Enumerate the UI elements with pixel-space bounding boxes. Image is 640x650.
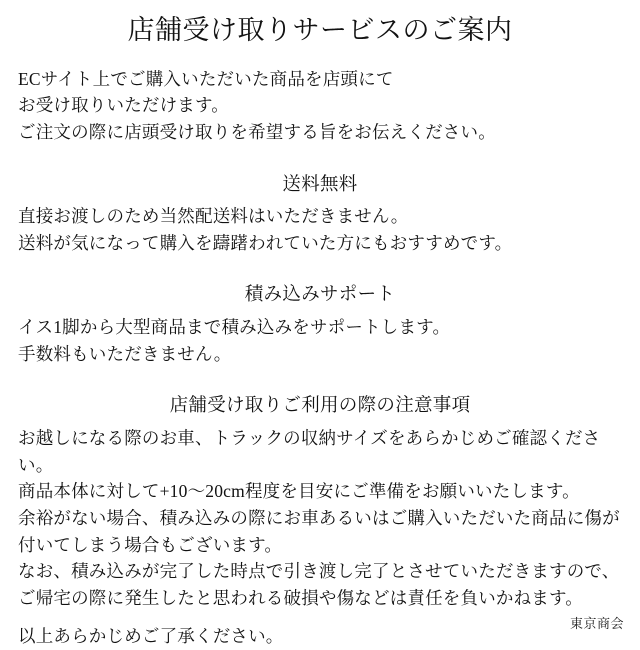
spacer <box>18 152 622 158</box>
section-line: 商品本体に対して+10〜20cm程度を目安にご準備をお願いいたします。 <box>18 481 580 502</box>
section-heading: 積み込みサポート <box>244 285 396 306</box>
intro-line-1: ECサイト上でご購入いただいた商品を店頭にて <box>18 68 394 89</box>
section-line: お越しになる際のお車、トラックの収納サイズをあらかじめご確認ください。 <box>18 428 601 475</box>
page-title: 店舗受け取りサービスのご案内 <box>127 15 513 45</box>
intro-line-3: ご注文の際に店頭受け取りを希望する旨をお伝えください。 <box>18 121 496 142</box>
section-line: 送料が気になって購入を躊躇われていた方にもおすすめです。 <box>18 232 513 253</box>
section-free-shipping <box>18 172 622 257</box>
footer-company-name: 東京商会 <box>569 616 624 631</box>
spacer <box>18 262 622 268</box>
section-heading: 店舗受け取りご利用の際の注意事項 <box>169 396 471 417</box>
section-notes <box>18 393 622 611</box>
section-line: 手数料もいただきません。 <box>18 343 232 364</box>
section-heading: 送料無料 <box>282 174 358 195</box>
closing-line: 以上あらかじめご了承ください。 <box>18 626 284 647</box>
section-loading-support <box>18 282 622 367</box>
section-line: イス1脚から大型商品まで積み込みをサポートします。 <box>18 317 451 338</box>
closing-paragraph <box>18 623 622 650</box>
intro-line-2: お受け取りいただけます。 <box>18 95 229 116</box>
section-line: なお、積み込みが完了した時点で引き渡し完了とさせていただきますので、ご帰宅の際に発生したと思われる破損や傷などは責任を負いかねます。 <box>18 561 620 608</box>
intro-paragraph <box>18 66 622 146</box>
section-line: 直接お渡しのため当然配送料はいただきません。 <box>18 206 409 227</box>
section-line: 余裕がない場合、積み込みの際にお車あるいはご購入いただいた商品に傷が付いてしまう場合もございます。 <box>18 507 620 555</box>
spacer <box>18 373 622 379</box>
